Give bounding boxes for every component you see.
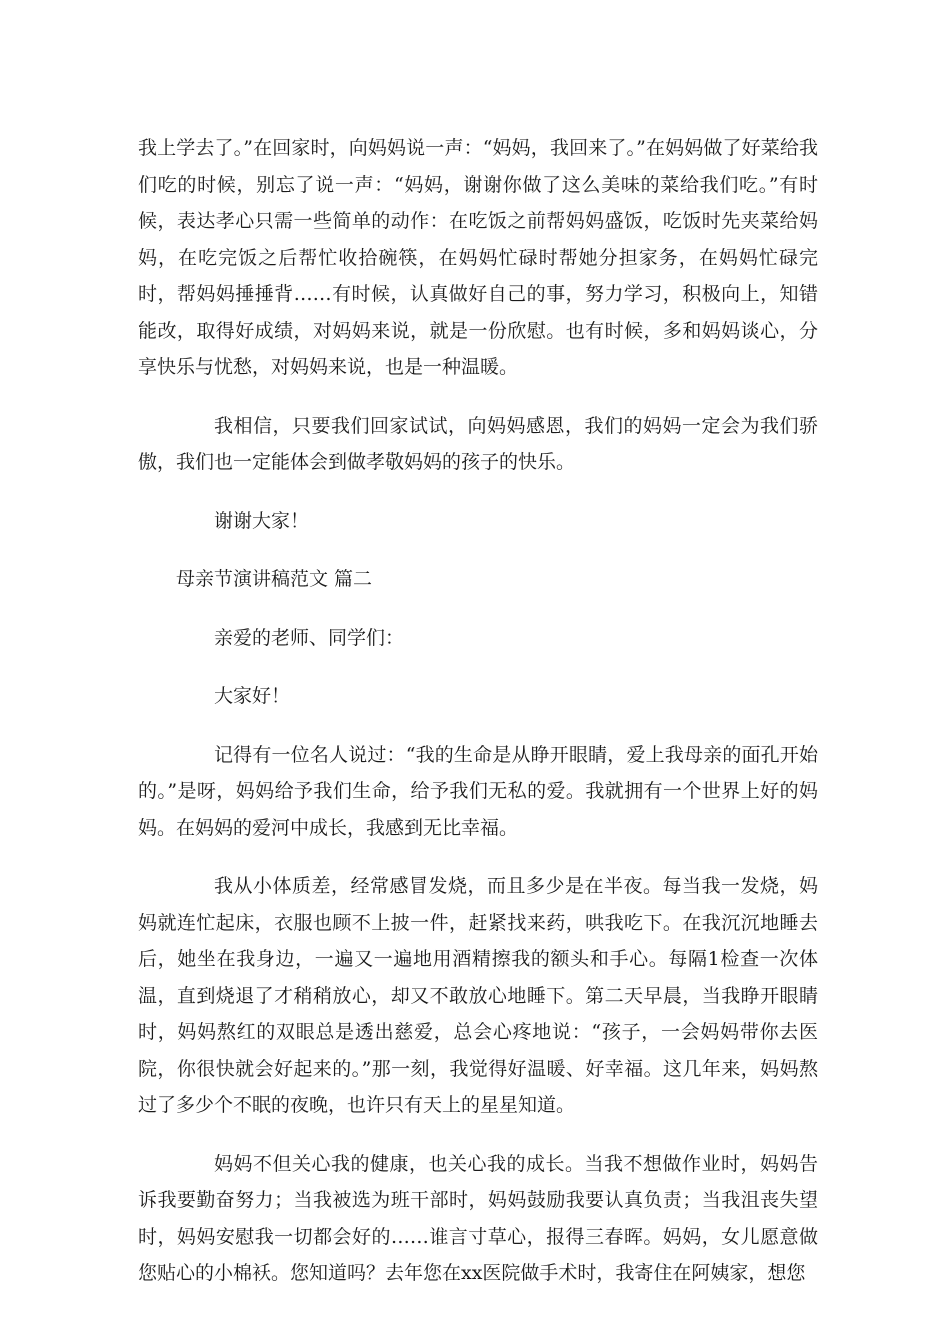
- paragraph-greeting: 大家好！: [214, 685, 291, 707]
- paragraph-salutation: 亲爱的老师、同学们：: [214, 626, 405, 649]
- paragraph-continuation: 我上学去了。”在回家时，向妈妈说一声：“妈妈，我回来了。”在妈妈做了好菜给我们吃的时候，别忘了说一声：“妈妈，谢谢你做了这么美味的菜给我们吃。”有时候，表达孝心只需一些简单的动作：在吃饭之前帮妈妈盛饭，吃饭时先夹菜给妈妈，在吃完饭之后帮忙收拾碗筷，在妈妈忙碌时帮她分担家务，在妈妈忙碌完时，帮妈妈捶捶背……有时候，认真做好自己的事，努力学习，积极向上，知错能改，取得好成绩，对妈妈来说，就是一份欣慰。也有时候，多和妈妈谈心，分享快乐与忧愁，对妈妈来说，也是一种温暖。: [138, 137, 818, 378]
- paragraph-quote: 记得有一位名人说过：“我的生命是从睁开眼睛，爱上我母亲的面孔开始的。”是呀，妈妈给予我们生命，给予我们无私的爱。我就拥有一个世界上好的妈妈。在妈妈的爱河中成长，我感到无比幸福。: [138, 743, 818, 839]
- paragraph-belief: 我相信，只要我们回家试试，向妈妈感恩，我们的妈妈一定会为我们骄傲，我们也一定能体会到做孝敬妈妈的孩子的快乐。: [138, 414, 818, 473]
- document-body: [138, 130, 818, 1314]
- paragraph-illness-story: 我从小体质差，经常感冒发烧，而且多少是在半夜。每当我一发烧，妈妈就连忙起床，衣服也顾不上披一件，赶紧找来药，哄我吃下。在我沉沉地睡去后，她坐在我身边，一遍又一遍地用酒精擦我的额头和手心。每隔1检查一次体温，直到烧退了才稍稍放心，却又不敢放心地睡下。第二天早晨，当我睁开眼睛时，妈妈熬红的双眼总是透出慈爱，总会心疼地说：“孩子，一会妈妈带你去医院，你很快就会好起来的。”那一刻，我觉得好温暖、好幸福。这几年来，妈妈熬过了多少个不眠的夜晚，也许只有天上的星星知道。: [138, 875, 818, 1116]
- paragraph-growth: 妈妈不但关心我的健康，也关心我的成长。当我不想做作业时，妈妈告诉我要勤奋努力；当我被选为班干部时，妈妈鼓励我要认真负责；当我沮丧失望时，妈妈安慰我一切都会好的……谁言寸草心，报得三春晖。妈妈，女儿愿意做您贴心的小棉袄。您知道吗？去年您在xx医院做手术时，我寄住在阿姨家，想您: [138, 1152, 818, 1284]
- section-heading: 母亲节演讲稿范文 篇二: [176, 568, 373, 590]
- paragraph-thanks: 谢谢大家！: [214, 509, 310, 532]
